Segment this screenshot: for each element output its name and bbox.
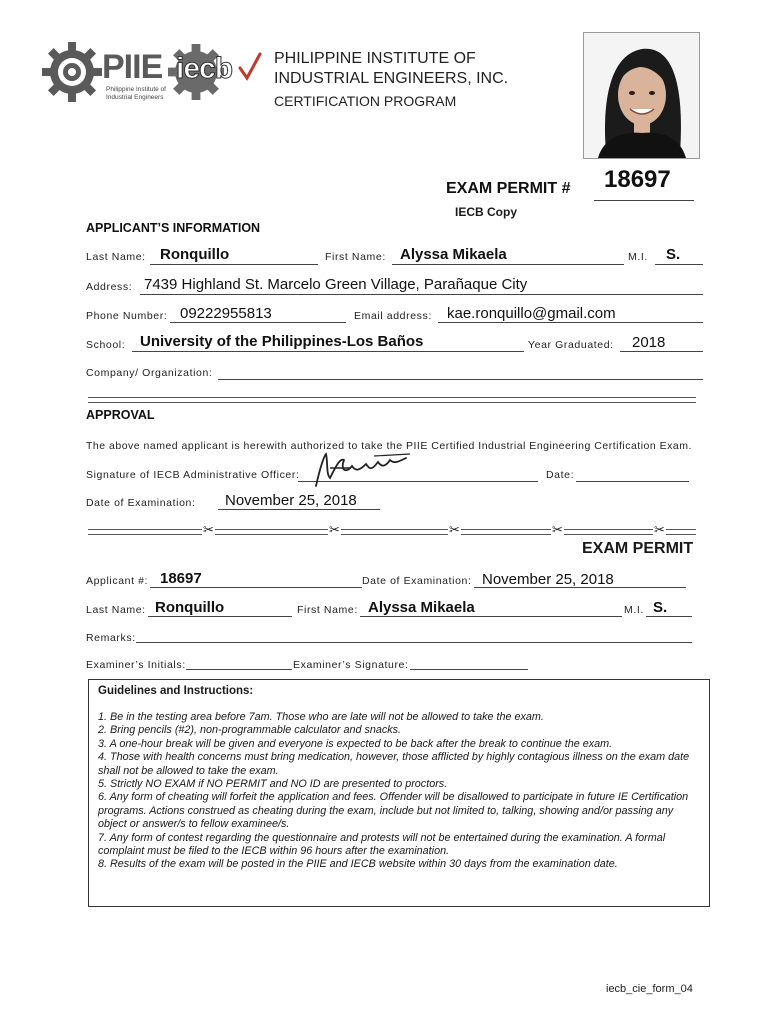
program-name: CERTIFICATION PROGRAM [274, 93, 457, 109]
stub-exam-date-line [474, 587, 686, 588]
scissors-icon: ✂ [203, 522, 214, 537]
stub-exam-date-value: November 25, 2018 [482, 571, 614, 588]
examiner-initials-label: Examiner’s Initials: [86, 659, 186, 671]
address-label: Address: [86, 281, 133, 293]
phone-label: Phone Number: [86, 310, 168, 322]
iecb-logo-text: iecb [176, 52, 233, 85]
scissors-icon: ✂ [329, 522, 340, 537]
address-value: 7439 Highland St. Marcelo Green Village, Parañaque City [144, 276, 528, 293]
exam-permit-label: EXAM PERMIT # [446, 180, 571, 197]
remarks-label: Remarks: [86, 632, 136, 644]
scissors-icon: ✂ [654, 522, 665, 537]
guidelines-title: Guidelines and Instructions: [98, 685, 254, 697]
guidelines-list [98, 711, 702, 872]
section-separator [88, 397, 696, 403]
approval-text: The above named applicant is herewith authorized to take the PIIE Certified Industrial Engineering Certification Exam. [86, 440, 692, 452]
first-name-label: First Name: [325, 251, 386, 263]
last-name-value: Ronquillo [160, 246, 230, 263]
exam-date-label: Date of Examination: [86, 497, 196, 509]
gear-icon [40, 40, 104, 104]
stub-first-name-value: Alyssa Mikaela [368, 599, 475, 616]
stub-first-name-line [360, 616, 622, 617]
applicant-number-label: Applicant #: [86, 575, 149, 587]
stub-mi-value: S. [653, 599, 668, 616]
company-label: Company/ Organization: [86, 367, 213, 379]
scissors-icon: ✂ [449, 522, 460, 537]
applicant-photo [583, 32, 700, 159]
form-code: iecb_cie_form_04 [606, 983, 693, 995]
last-name-label: Last Name: [86, 251, 146, 263]
iecb-copy-label: IECB Copy [455, 205, 518, 219]
cut-line [88, 529, 696, 535]
stub-exam-date-label: Date of Examination: [362, 575, 472, 587]
piie-logo-text: PIIE [102, 48, 163, 86]
approval-date-label: Date: [546, 469, 575, 481]
examiner-signature-label: Examiner’s Signature: [293, 659, 409, 671]
officer-signature [310, 448, 420, 492]
company-line [218, 379, 703, 380]
stub-title: EXAM PERMIT [582, 540, 694, 557]
year-graduated-line [620, 351, 703, 352]
org-name-line-1: PHILIPPINE INSTITUTE OF [274, 50, 476, 67]
address-line [140, 294, 703, 295]
guideline-item: 4. Those with health concerns must bring medication, however, those afflicted by highly contagious illness on the exam date shall not be allowed to take the exam. [98, 751, 690, 777]
stub-mi-label: M.I. [624, 604, 644, 616]
mi-label: M.I. [628, 251, 648, 263]
stub-first-name-label: First Name: [297, 604, 358, 616]
school-label: School: [86, 339, 126, 351]
applicant-number-line [150, 587, 362, 588]
guideline-item: 2. Bring pencils (#2), non-programmable calculator and snacks. [98, 724, 402, 737]
approval-date-line [576, 481, 689, 482]
year-graduated-label: Year Graduated: [528, 339, 614, 351]
phone-value: 09222955813 [180, 305, 272, 322]
piie-logo [40, 40, 175, 105]
first-name-line [392, 264, 624, 265]
exam-permit-number-line [594, 200, 694, 201]
exam-date-line [218, 509, 380, 510]
email-line [438, 322, 703, 323]
guideline-item: 8. Results of the exam will be posted in the PIIE and IECB website within 30 days from the examination date. [98, 858, 618, 871]
mi-line [655, 264, 703, 265]
guideline-item: 6. Any form of cheating will forfeit the application and fees. Offender will be disallowed to participate in future IE Certification programs. Actions construed as cheating during the exam, include but not limited to, talking, showing and/or passing any object or answer/s to fellow examinee/s. [98, 791, 689, 831]
guideline-item: 7. Any form of contest regarding the questionnaire and protests will not be entertained during the examination. A formal complaint must be filed to the IECB within 96 hours after the examination. [98, 831, 666, 858]
stub-last-name-label: Last Name: [86, 604, 146, 616]
email-label: Email address: [354, 310, 432, 322]
exam-permit-number: 18697 [604, 166, 671, 193]
remarks-line [136, 642, 692, 643]
signature-label: Signature of IECB Administrative Officer: [86, 469, 300, 481]
exam-date-value: November 25, 2018 [225, 492, 357, 509]
stub-mi-line [646, 616, 692, 617]
school-value: University of the Philippines-Los Baños [140, 333, 424, 350]
first-name-value: Alyssa Mikaela [400, 246, 507, 263]
guideline-item: 3. A one-hour break will be given and everyone is expected to be back after the break to continue the exam. [98, 737, 613, 750]
phone-line [170, 322, 346, 323]
applicant-info-title: APPLICANT’S INFORMATION [86, 221, 261, 235]
applicant-number-value: 18697 [160, 570, 202, 587]
checkmark-icon [238, 52, 262, 82]
approval-title: APPROVAL [86, 408, 155, 422]
examiner-initials-line [186, 669, 292, 670]
scissors-icon: ✂ [552, 522, 563, 537]
stub-last-name-line [148, 616, 292, 617]
piie-logo-subtitle-2: Industrial Engineers [106, 94, 164, 101]
guideline-item: 5. Strictly NO EXAM if NO PERMIT and NO ID are presented to proctors. [98, 778, 448, 791]
last-name-line [150, 264, 318, 265]
school-line [132, 351, 524, 352]
guideline-item: 1. Be in the testing area before 7am. Those who are late will not be allowed to take the exam. [98, 711, 544, 723]
iecb-logo [168, 44, 263, 104]
stub-last-name-value: Ronquillo [155, 599, 225, 616]
year-graduated-value: 2018 [632, 334, 666, 351]
mi-value: S. [666, 246, 681, 263]
org-name-line-2: INDUSTRIAL ENGINEERS, INC. [274, 70, 509, 87]
email-value: kae.ronquillo@gmail.com [447, 305, 616, 322]
piie-logo-subtitle-1: Philippine Institute of [106, 86, 166, 93]
examiner-signature-line [410, 669, 528, 670]
